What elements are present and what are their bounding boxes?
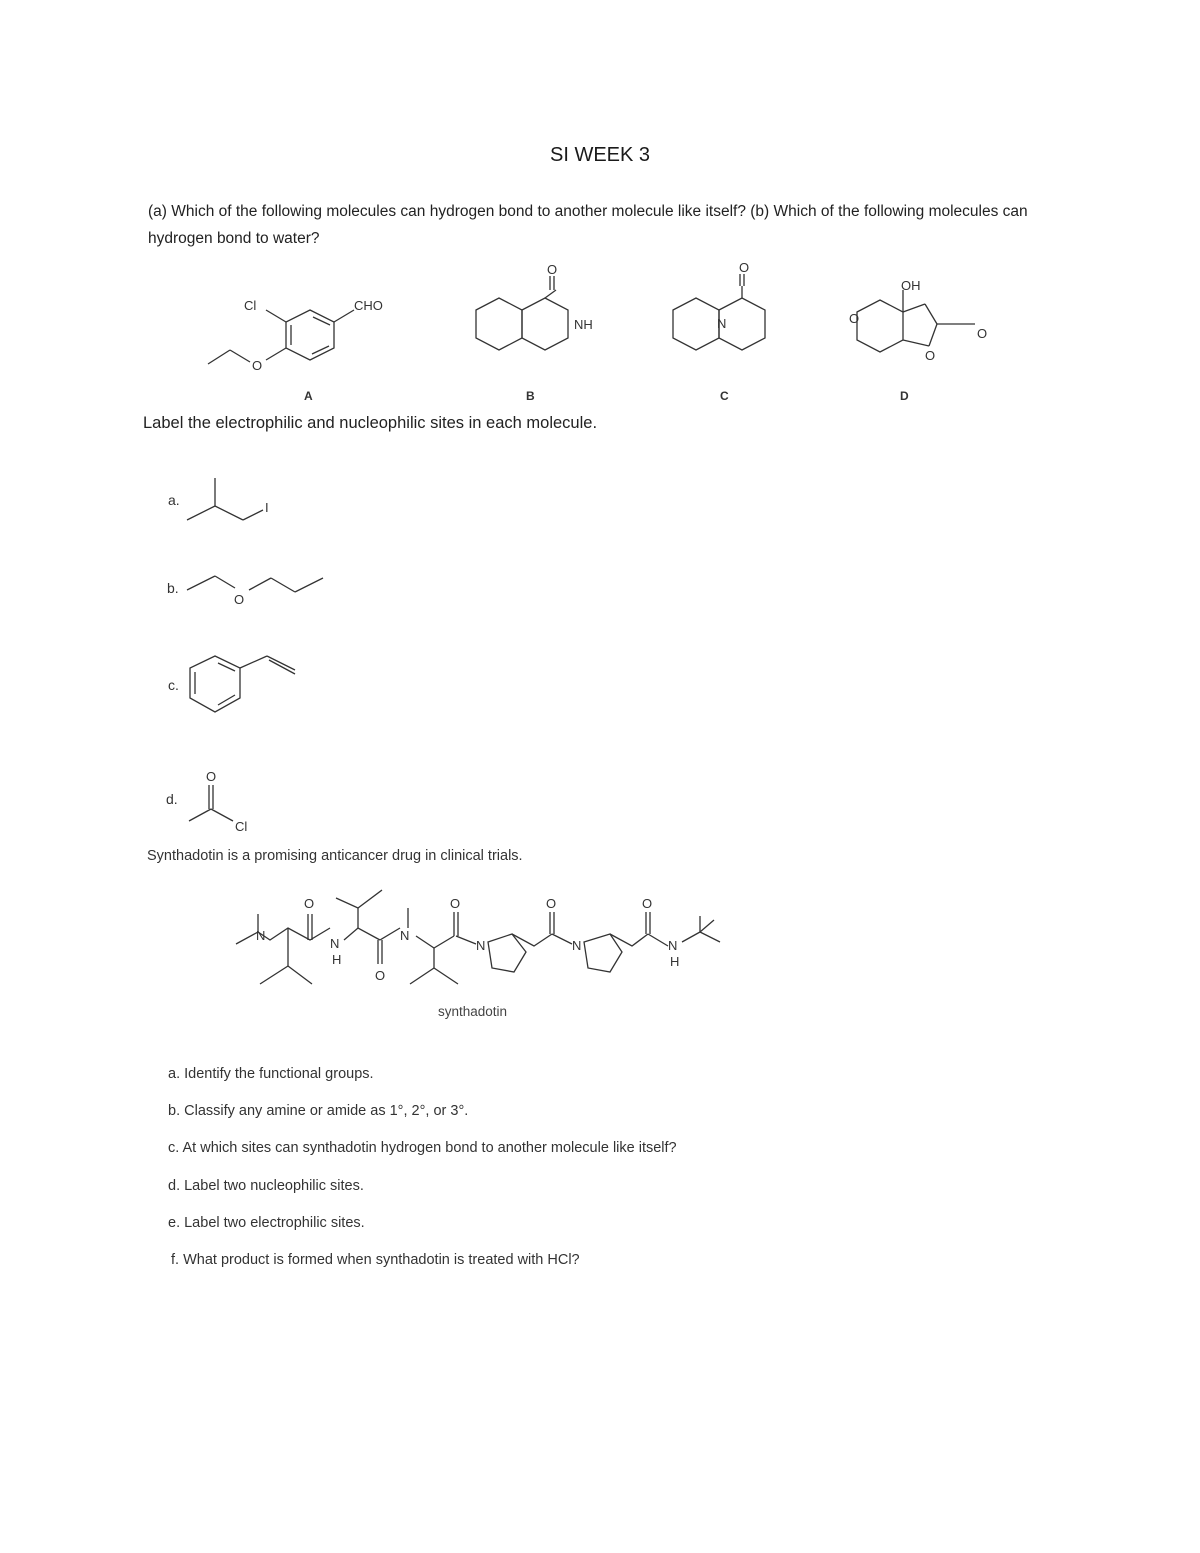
synthadotin-atom-o2: O — [375, 968, 386, 983]
molecule-a-structure — [200, 290, 410, 390]
page-title: SI WEEK 3 — [549, 144, 651, 166]
molecule-c-label: C — [720, 389, 729, 403]
synthadotin-atom-n1: N — [256, 928, 266, 943]
question-f: f. What product is formed when synthadotin is treated with HCl? — [171, 1252, 580, 1268]
item-d-atom-cl: Cl — [235, 819, 248, 834]
molecule-d-atom-o-ring: O — [849, 311, 860, 326]
synthadotin-intro: Synthadotin is a promising anticancer drug in clinical trials. — [147, 848, 523, 864]
item-c-structure — [185, 650, 315, 720]
molecule-a-atom-o: O — [252, 358, 263, 373]
item-a-atom-i: I — [265, 500, 269, 515]
molecule-b-structure — [470, 262, 610, 368]
question-b: b. Classify any amine or amide as 1°, 2°, or 3°. — [168, 1103, 469, 1119]
item-d-label: d. — [166, 791, 178, 807]
molecule-c-atom-o: O — [739, 260, 750, 275]
synthadotin-atom-n5: N — [572, 938, 582, 953]
molecule-a-atom-cho: CHO — [354, 298, 383, 313]
synthadotin-atom-o5: O — [642, 896, 653, 911]
label-instruction: Label the electrophilic and nucleophilic sites in each molecule. — [143, 414, 598, 432]
synthadotin-atom-o4: O — [546, 896, 557, 911]
synthadotin-atom-n4: N — [476, 938, 486, 953]
molecule-b-atom-nh: NH — [574, 317, 593, 332]
item-b-atom-o: O — [234, 592, 245, 607]
molecule-d-label: D — [900, 389, 909, 403]
synthadotin-atom-o3: O — [450, 896, 461, 911]
molecule-b-atom-o: O — [547, 262, 558, 277]
molecule-d-atom-oh: OH — [901, 278, 921, 293]
molecule-b-label: B — [526, 389, 535, 403]
item-d-atom-o: O — [206, 769, 217, 784]
synthadotin-atom-n6: N — [668, 938, 678, 953]
molecule-d-atom-o-methoxy: O — [977, 326, 988, 341]
molecule-d-structure — [845, 276, 995, 366]
item-b-label: b. — [167, 580, 179, 596]
synthadotin-atom-n3: N — [400, 928, 410, 943]
molecule-a-label: A — [304, 389, 313, 403]
item-a-label: a. — [168, 492, 180, 508]
question-d: d. Label two nucleophilic sites. — [168, 1178, 364, 1194]
synthadotin-atom-o1: O — [304, 896, 315, 911]
molecule-a-atom-cl: Cl — [244, 298, 257, 313]
question-c: c. At which sites can synthadotin hydrogen bond to another molecule like itself? — [168, 1140, 677, 1156]
synthadotin-structure — [230, 880, 730, 990]
synthadotin-name: synthadotin — [438, 1004, 508, 1019]
molecule-c-atom-n: N — [717, 316, 727, 331]
item-d-structure — [185, 765, 275, 835]
synthadotin-atom-n2: N — [330, 936, 340, 951]
synthadotin-atom-h2: H — [670, 954, 680, 969]
item-b-structure — [185, 570, 335, 610]
item-c-label: c. — [168, 677, 179, 693]
item-a-structure — [185, 470, 285, 530]
synthadotin-atom-h1: H — [332, 952, 342, 967]
question-hydrogen-bonding: (a) Which of the following molecules can hydrogen bond to another molecule like itself? (b) Which of the following molecules can hydrogen bond to water? — [148, 203, 1028, 247]
molecule-d-atom-o-furan: O — [925, 348, 936, 363]
question-e: e. Label two electrophilic sites. — [168, 1215, 365, 1231]
question-a: a. Identify the functional groups. — [168, 1066, 374, 1082]
molecule-c-structure — [665, 260, 795, 368]
